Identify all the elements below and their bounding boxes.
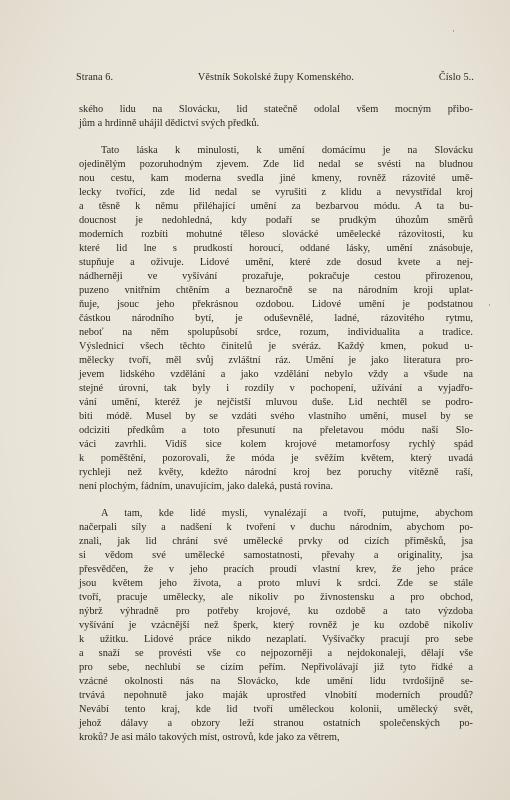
text-line: biti módě. Musel by se vzdáti svého vlastního umění, musel by se — [79, 411, 473, 422]
text-line: jsou květem jeho života, a proto mluví k srdci. Zde se stále — [79, 578, 473, 589]
text-line: trvává nepohnutě jako maják uprostřed vlnobití moderních proudů? — [79, 690, 473, 701]
text-line: nádherněji ve vyšívání prozařuje, pokračuje cestou přirozenou, — [79, 271, 473, 282]
text-line: stejné úrovni, tak byly i rozdíly v pochopení, užívání a vyjadřo- — [79, 383, 473, 394]
text-line: A tam, kde lidé myslí, vynalézají a tvoří, putujme, abychom — [101, 508, 473, 519]
text-line: moderních rozbíti mohutné těleso slovácké uměelecké rázovitosti, ku — [79, 229, 473, 240]
text-line: které lid lne s prudkostí horoucí, oddané lásky, umění znásobuje, — [79, 243, 473, 254]
text-line: doucnost je nedohledná, kdy podaří se prudkým úhozům směrů — [79, 215, 473, 226]
margin-mark: · — [488, 300, 491, 310]
text-line: lecky tvořící, zde lid nedal se vyrušiti z klidu a nevystřídal kroj — [79, 187, 473, 198]
text-line: jehož dálavy a obzory leží stranou ostatních společenských po- — [79, 718, 473, 729]
text-line: ského lidu na Slovácku, lid statečně odolal všem mocným přibo- — [79, 104, 473, 115]
text-line: puzeno vnitřním chtěním a beznaročně se na národním kroji uplat- — [79, 285, 473, 296]
text-line: mělecky tvoří, měl svůj zvláštní ráz. Umění je jako literatura pro- — [79, 355, 473, 366]
text-line: ojedinělým pozoruhodným zjevem. Zde lid nedal se svésti na bludnou — [79, 159, 473, 170]
text-line: jům a hrdinně uhájil dědictví svých předků. — [79, 118, 260, 129]
text-line: k poměštění, pozorovali, že móda je svěžím květem, který uvadá — [79, 453, 473, 464]
text-line: váci zavrhli. Vidíš sice kolem krojové metamorfosy rychlý spád — [79, 439, 473, 450]
text-line: vyšívání je vzácnější než šperk, který rovněž je ku ozdobě nikoliv — [79, 620, 473, 631]
text-line: k užitku. Lidové práce nikdo nezaplatí. Vyšívačky pracují pro sebe — [79, 634, 473, 645]
text-line: a těsně k němu přiléhající umění za bezbarvou módu. A ta bu- — [79, 201, 473, 212]
page-header — [76, 72, 474, 86]
text-line: ňuje, jsouc jeho překrásnou ozdobou. Lidové umění je podstatnou — [79, 299, 473, 310]
text-line: přesvědčen, že v jeho pracích proudí vlastní krev, že jeho práce — [79, 564, 473, 575]
text-column — [79, 103, 473, 745]
text-line: není plochým, fádním, unavujícím, jako daleká, pustá rovina. — [79, 481, 333, 492]
text-line: rychleji než květy, kdežto národní kroj bez poruchy vítězně raší, — [79, 467, 473, 478]
margin-mark: · — [452, 26, 455, 36]
text-line: kroků? Je asi málo takových míst, ostrovů, kde jako za větrem, — [79, 732, 340, 743]
text-line: odciziti předkům a toto přesunutí na přeletavou módu naší Slo- — [79, 425, 473, 436]
text-line: Nevábí tento kraj, kde lid tvoří uměleckou kolonii, umělecký svět, — [79, 704, 473, 715]
text-line: a snaží se provésti vše co nejpozorněji a nejdokonaleji, dělají vše — [79, 648, 473, 659]
text-line: pro sebe, nechlubí se cizím peřím. Nepřivolávají již tyto řídké a — [79, 662, 473, 673]
text-line: tvoří, pracuje umělecky, ale nikoliv po živnostensku a pro obchod, — [79, 592, 473, 603]
text-line: znali, jak lid chrání své umělecké prvky od cizích přiměsků, jsa — [79, 536, 473, 547]
text-line: si vědom své umělecké samostatnosti, převahy a originality, jsa — [79, 550, 473, 561]
text-line: Výslednicí všech těchto činitelů je svéráz. Každý kmen, pokud u- — [79, 341, 473, 352]
text-line: stupňuje a oživuje. Lidové umění, které zde dosud kvete a nej- — [79, 257, 473, 268]
journal-title: Věstník Sokolské župy Komenského. — [197, 72, 355, 83]
text-line: Tato láska k minulosti, k umění domácímu je na Slovácku — [101, 145, 473, 156]
page-number: Strana 6. — [76, 72, 114, 83]
text-line: načerpali síly a nadšení k tvoření v duchu národním, abychom po- — [79, 522, 473, 533]
text-line: vání umění, kteréž je nejčistší mluvou duše. Lid nechtěl se podro- — [79, 397, 473, 408]
text-line: vzácné okolnosti nás na Slovácko, kde umění lidu tvrdošíjně se- — [79, 676, 473, 687]
text-line: nýbrž výhradně pro potřeby krojové, ku ozdobě a tato výzdoba — [79, 606, 473, 617]
text-line: neboť na něm spolupůsobí srdce, rozum, individualita a tradice. — [79, 327, 473, 338]
text-line: částkou národního bytí, je oduševnělé, ladné, rázovitého rytmu, — [79, 313, 473, 324]
text-line: nou cestu, kam moderna svedla jiné kmeny, rovněž rázovité umě- — [79, 173, 473, 184]
text-line: jevem lidského vzdělání a jako vzdělání nebylo vždy a všude na — [79, 369, 473, 380]
issue-number: Číslo 5.. — [438, 72, 474, 83]
